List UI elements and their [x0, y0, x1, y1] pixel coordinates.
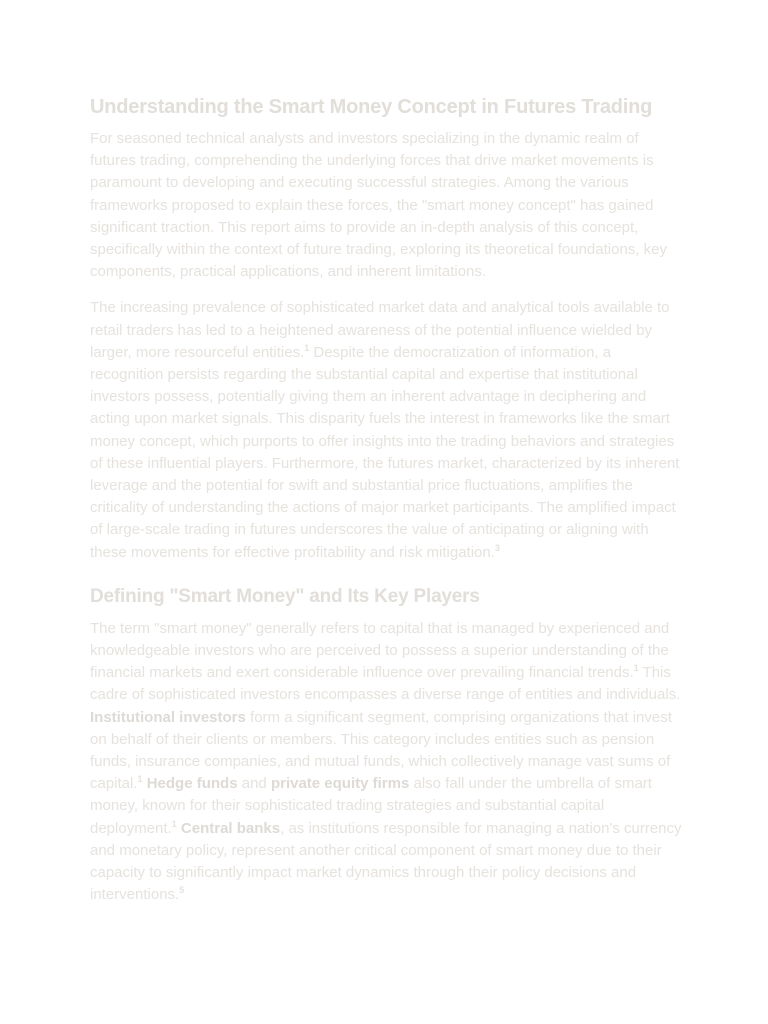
term-private-equity-firms: private equity firms: [270, 775, 410, 793]
footnote-ref[interactable]: 3: [494, 542, 500, 553]
document-title: Understanding the Smart Money Concept in Futures Trading: [90, 96, 653, 118]
term-hedge-funds: Hedge funds: [146, 775, 238, 793]
context-text-2: Despite the democratization of information, a recognition persists regarding the substantial capital and expertise that institutional investors possess, potentially giving them an inherent advantage in deciphering and acting upon market signals. This disparity fuels the interest in frameworks like the smart money concept, which purports to offer insights into the trading behaviors and strategies of these influential players. Furthermore, the futures market, characterized by its inherent leverage and the potential for swift and substantial price fluctuations, amplifies the criticality of understanding the actions of major market participants. The amplified impact of large-scale trading in futures underscores the value of anticipating or aligning with these movements for effective profitability and risk mitigation.: [90, 343, 680, 561]
definition-text: The term "smart money" generally refers to capital that is managed by experienced and knowledgeable investors who are perceived to possess a superior understanding of the financial markets and exert considerable influence over prevailing financial trends.: [90, 619, 670, 682]
definition-text: also fall under the umbrella of smart money, known for their sophisticated trading strategies and substantial capital deployment.: [90, 775, 652, 837]
definition-text: This cadre of sophisticated investors encompasses a diverse range of entities and individuals.: [90, 664, 681, 704]
definition-paragraph: [90, 618, 682, 907]
definition-text: and: [237, 775, 271, 793]
context-paragraph: [90, 297, 682, 563]
term-institutional-investors: Institutional investors: [90, 708, 246, 726]
footnote-ref[interactable]: 1: [137, 774, 143, 785]
term-central-banks: Central banks: [180, 819, 281, 837]
definition-text: , as institutions responsible for managing a nation's currency and monetary policy, represent another critical component of smart money due to their capacity to significantly impact market dynamics through their policy decisions and interventions.: [90, 819, 682, 904]
footnote-ref[interactable]: 1: [171, 818, 177, 829]
footnote-ref[interactable]: 5: [179, 885, 185, 896]
intro-paragraph: For seasoned technical analysts and investors specializing in the dynamic realm of futures trading, comprehending the underlying forces that drive market movements is paramount to developing and executing successful strategies. Among the various frameworks proposed to explain these forces, the "smart money concept" has gained significant traction. This report aims to provide an in-depth analysis of this concept, specifically within the context of future trading, exploring its theoretical foundations, key components, practical applications, and inherent limitations.: [90, 130, 667, 281]
section-heading-smart-money: Defining "Smart Money" and Its Key Players: [90, 585, 480, 607]
footnote-ref[interactable]: 1: [304, 342, 310, 353]
context-text-1: The increasing prevalence of sophisticated market data and analytical tools available to retail traders has led to a heightened awareness of the potential influence wielded by larger, more resourceful entities.: [90, 299, 670, 361]
footnote-ref[interactable]: 1: [633, 663, 639, 674]
definition-text: form a significant segment, comprising organizations that invest on behalf of their clients or members. This category includes entities such as pension funds, insurance companies, and mutual funds, which collectively manage vast sums of capital.: [90, 708, 672, 793]
document-body: [90, 94, 682, 921]
